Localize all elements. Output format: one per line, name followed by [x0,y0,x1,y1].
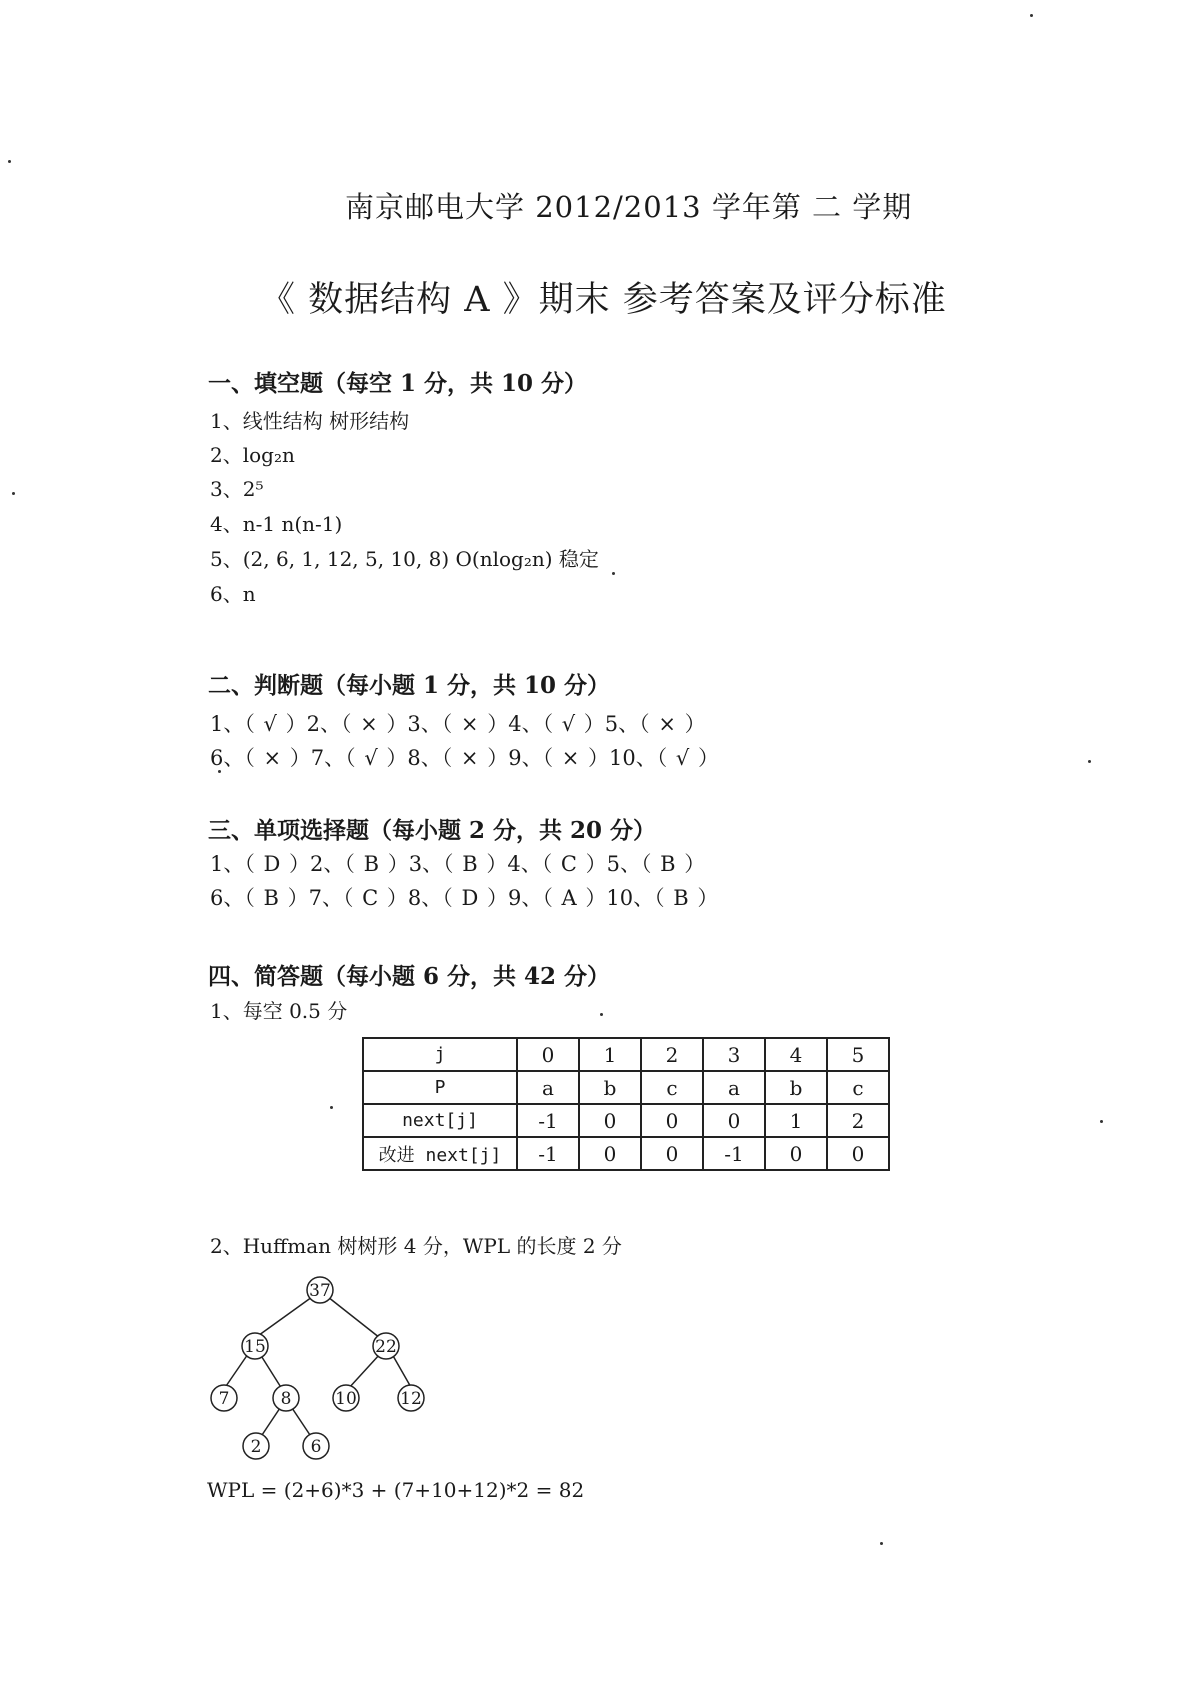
tree-edge [348,1354,380,1389]
wpl-formula: WPL = (2+6)*3 + (7+10+12)*2 = 82 [207,1478,585,1502]
table-cell: 0 [641,1104,703,1137]
tree-node-label: 15 [244,1337,266,1357]
tree-edge [292,1408,312,1438]
table-row [363,1071,889,1104]
scan-speck [600,1013,603,1016]
table-cell: b [765,1071,827,1104]
table-cell: 5 [827,1038,889,1071]
judge-row-1: 1、（ √ ）2、（ × ）3、（ × ）4、（ √ ）5、（ × ） [210,712,706,736]
section-4-heading: 四、简答题（每小题 6 分，共 42 分） [208,963,611,990]
page-title: 南京邮电大学 2012/2013 学年第 二 学期 [345,190,913,224]
section-2-heading: 二、判断题（每小题 1 分，共 10 分） [208,672,611,699]
tree-node-label: 37 [309,1281,331,1301]
tree-edge [260,1408,280,1438]
table-cell: 3 [703,1038,765,1071]
scan-speck [1088,760,1091,763]
tree-node-label: 7 [218,1389,230,1409]
tree-node-label: 12 [400,1389,422,1409]
scan-speck [1100,1120,1103,1123]
choice-row-1: 1、（ D ）2、（ B ）3、（ B ）4、（ C ）5、（ B ） [210,852,706,876]
fill-answer-2: 2、log₂n [210,443,295,467]
tree-node-label: 2 [250,1437,262,1457]
tree-node-label: 22 [375,1337,397,1357]
fill-answer-1: 1、线性结构 树形结构 [210,409,410,433]
q1-label: 1、每空 0.5 分 [210,999,348,1023]
table-row [363,1104,889,1137]
table-cell: -1 [517,1104,579,1137]
table-cell: 0 [641,1137,703,1170]
tree-edge [224,1354,248,1389]
tree-edge [260,1354,282,1389]
section-3-heading: 三、单项选择题（每小题 2 分，共 20 分） [208,817,657,844]
huffman-tree [200,1270,460,1460]
section-1-heading: 一、填空题（每空 1 分，共 10 分） [208,370,588,397]
page-subtitle: 《 数据结构 A 》期末 参考答案及评分标准 [260,280,947,320]
table-cell: 1 [579,1038,641,1071]
table-row-head: next[j] [363,1104,517,1137]
table-cell: 0 [703,1104,765,1137]
scan-speck [880,1542,883,1545]
next-array-table [362,1037,890,1171]
tree-node-label: 6 [310,1437,322,1457]
table-cell: 0 [579,1104,641,1137]
tree-edge [392,1354,412,1389]
table-row-head: P [363,1071,517,1104]
scan-speck [218,770,221,773]
table-row-head: j [363,1038,517,1071]
tree-node-label: 10 [335,1389,357,1409]
table-row [363,1038,889,1071]
scan-speck [1030,14,1033,17]
table-cell: 0 [517,1038,579,1071]
table-row-head: 改进 next[j] [363,1137,517,1170]
fill-answer-5: 5、(2, 6, 1, 12, 5, 10, 8) O(nlog₂n) 稳定 [210,547,599,571]
table-cell: a [703,1071,765,1104]
table-cell: 0 [827,1137,889,1170]
tree-edge [255,1297,312,1338]
table-cell: a [517,1071,579,1104]
fill-answer-6: 6、n [210,582,256,606]
judge-row-2: 6、（ × ）7、（ √ ）8、（ × ）9、（ × ）10、（ √ ） [210,746,719,770]
choice-row-2: 6、（ B ）7、（ C ）8、（ D ）9、（ A ）10、（ B ） [210,886,719,910]
table-row [363,1137,889,1170]
scan-speck [8,160,11,163]
table-cell: c [827,1071,889,1104]
table-cell: -1 [517,1137,579,1170]
table-cell: 2 [641,1038,703,1071]
table-cell: c [641,1071,703,1104]
tree-node-label: 8 [280,1389,292,1409]
table-cell: -1 [703,1137,765,1170]
scan-speck [12,492,15,495]
scan-speck [612,572,615,575]
fill-answer-3: 3、2⁵ [210,477,264,501]
table-cell: 0 [765,1137,827,1170]
q2-label: 2、Huffman 树树形 4 分，WPL 的长度 2 分 [210,1234,622,1258]
table-cell: 1 [765,1104,827,1137]
table-cell: 2 [827,1104,889,1137]
fill-answer-4: 4、n-1 n(n-1) [210,512,343,536]
tree-edge [328,1297,380,1338]
table-cell: b [579,1071,641,1104]
table-cell: 0 [579,1137,641,1170]
table-cell: 4 [765,1038,827,1071]
scan-speck [330,1106,333,1109]
